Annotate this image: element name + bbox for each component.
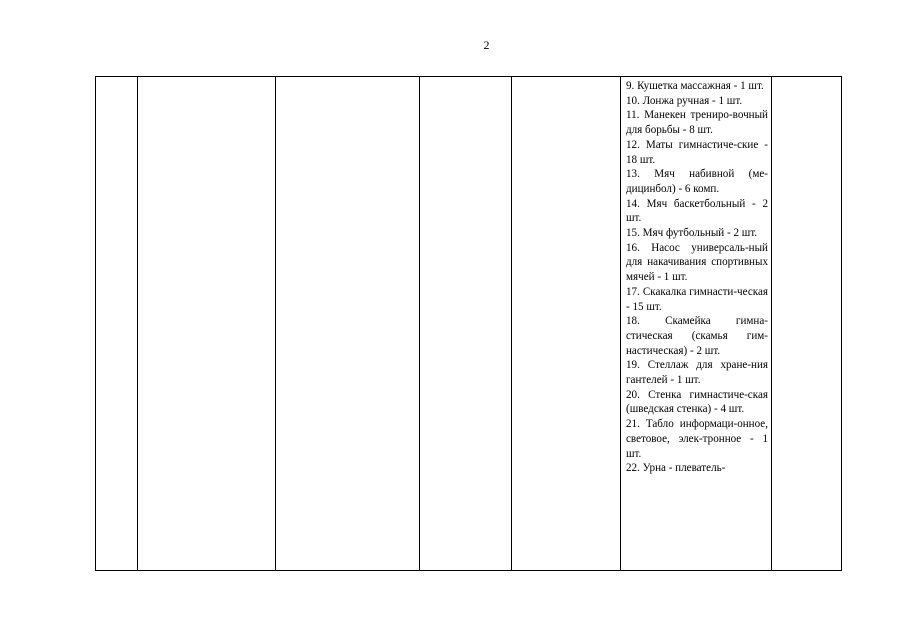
- list-item: 12. Маты гимнастиче-ские - 18 шт.: [626, 138, 768, 166]
- list-item: 19. Стеллаж для хране-ния гантелей - 1 шт.: [626, 359, 768, 387]
- list-item: 22. Урна - плеватель-: [626, 462, 726, 475]
- list-item: 21. Табло информаци-онное, световое, элек-тронное - 1 шт.: [626, 418, 768, 460]
- table-cell-empty: [276, 77, 420, 571]
- table-cell-empty: [512, 77, 621, 571]
- table-cell-empty: [420, 77, 512, 571]
- list-item: 13. Мяч набивной (ме-дицинбол) - 6 комп.: [626, 168, 768, 195]
- table-cell-empty: [772, 77, 842, 571]
- list-item: 20. Стенка гимнастиче-ская (шведская стенка) - 4 шт.: [626, 388, 768, 416]
- list-item: 18. Скамейка гимна-стическая (скамья гим-настическая) - 2 шт.: [626, 315, 768, 357]
- list-item: 16. Насос универсаль-ный для накачивания спортивных мячей - 1 шт.: [626, 241, 768, 284]
- list-item: 17. Скакалка гимнасти-ческая - 15 шт.: [626, 285, 768, 313]
- list-item: 14. Мяч баскетбольный - 2 шт.: [626, 197, 768, 225]
- list-item: 15. Мяч футбольный - 2 шт.: [626, 227, 758, 240]
- table-row: [96, 77, 842, 571]
- table-cell-empty: [96, 77, 138, 571]
- list-item: 11. Манекен трениро-вочный для борьбы - 8 шт.: [626, 109, 768, 137]
- table-cell-empty: [138, 77, 276, 571]
- list-item: 9. Кушетка массажная - 1 шт.: [626, 80, 764, 92]
- page-number: 2: [483, 38, 490, 52]
- equipment-table: [95, 76, 842, 571]
- equipment-list-cell: [621, 77, 772, 571]
- list-item: 10. Лонжа ручная - 1 шт.: [626, 94, 743, 107]
